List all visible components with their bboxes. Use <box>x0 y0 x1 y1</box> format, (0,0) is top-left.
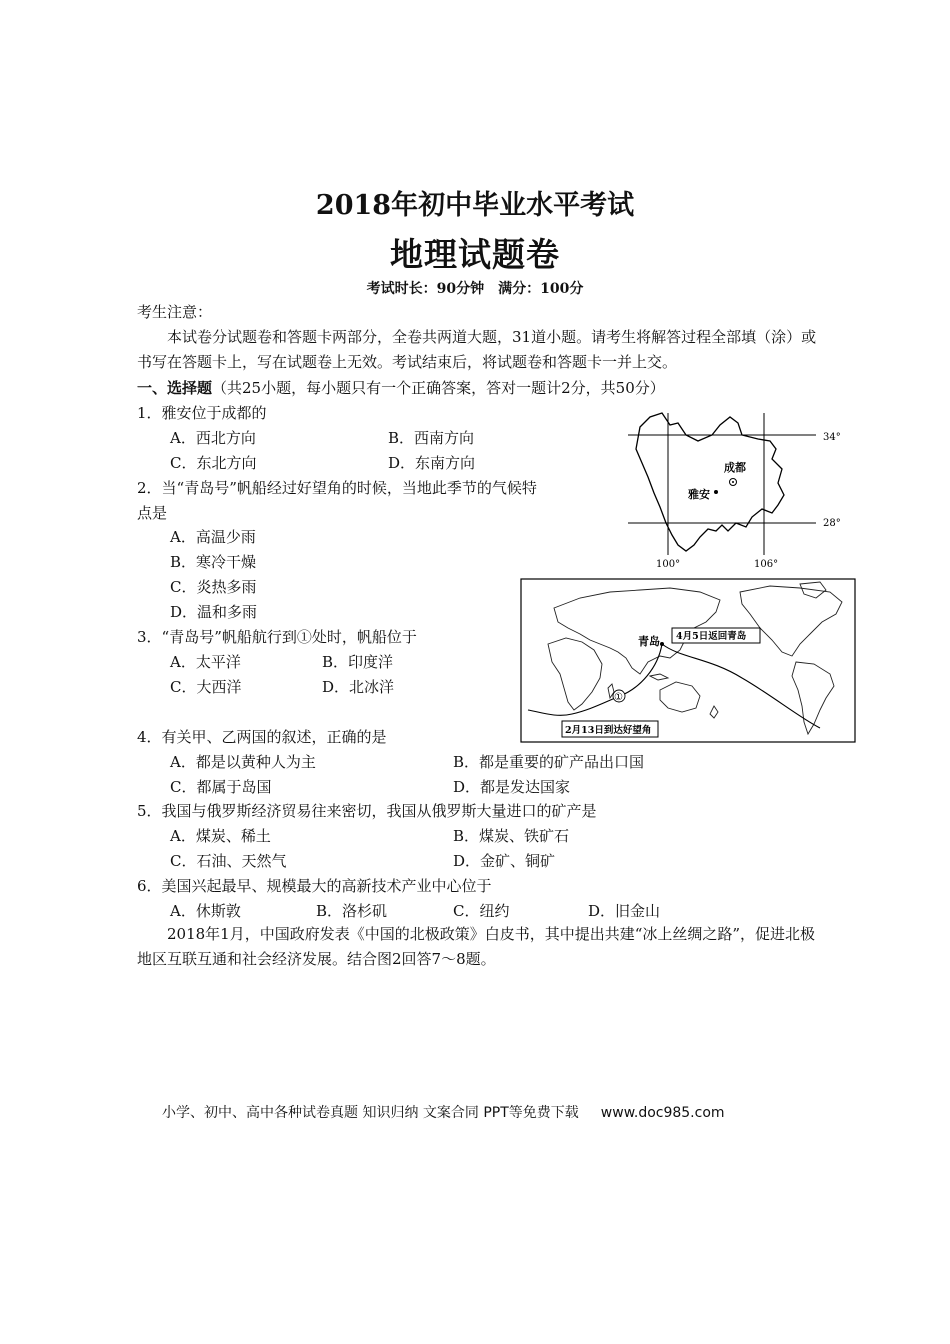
qingdao-label: 青岛 <box>638 635 660 648</box>
question-6-stem: 6．美国兴起最早、规模最大的高新技术产业中心位于 <box>137 877 492 895</box>
world-route-map <box>520 578 856 744</box>
question-4-option-a: A．都是以黄种人为主 <box>170 753 316 771</box>
chengdu-label: 成都 <box>724 461 746 474</box>
footer-url[interactable]: www.doc985.com <box>600 1105 725 1121</box>
question-6-option-b: B．洛杉矶 <box>316 902 388 920</box>
arrive-callout-text: 2月13日到达好望角 <box>565 725 652 736</box>
question-5-option-b: B．煤炭、铁矿石 <box>453 827 570 845</box>
sichuan-map <box>620 405 850 570</box>
section-desc: （共25小题，每小题只有一个正确答案，答对一题计2分，共50分） <box>212 379 665 397</box>
question-6-option-d: D．旧金山 <box>588 902 661 920</box>
lat-label-28: 28° <box>823 518 841 529</box>
yaan-label: 雅安 <box>688 488 710 501</box>
question-6-option-a: A．休斯敦 <box>170 902 241 920</box>
province-outline <box>636 413 784 551</box>
question-5-option-d: D．金矿、铜矿 <box>453 852 556 870</box>
question-5-stem: 5．我国与俄罗斯经济贸易往来密切，我国从俄罗斯大量进口的矿产是 <box>137 802 597 820</box>
chengdu-dot <box>732 481 734 483</box>
map-frame <box>521 579 855 742</box>
exam-subject-title: 地理试题卷 <box>390 235 560 274</box>
question-3-option-b: B．印度洋 <box>322 653 394 671</box>
question-2-option-d: D．温和多雨 <box>170 603 258 621</box>
route-point-1-label: ① <box>614 692 623 703</box>
yaan-marker <box>714 490 718 494</box>
question-4-option-b: B．都是重要的矿产品出口国 <box>453 753 645 771</box>
section-title: 一、选择题 <box>137 379 213 397</box>
context-paragraph: 2018年1月，中国政府发表《中国的北极政策》白皮书，其中提出共建“冰上丝绸之路”，促进北极地区互联互通和社会经济发展。结合图2回答7～8题。 <box>137 925 816 968</box>
question-1-option-a: A．西北方向 <box>170 429 256 447</box>
question-3-option-a: A．太平洋 <box>170 653 241 671</box>
notice-label: 考生注意： <box>137 303 213 321</box>
lon-label-106: 106° <box>754 559 779 570</box>
question-4-option-d: D．都是发达国家 <box>453 778 571 796</box>
question-2-option-c: C．炎热多雨 <box>170 578 257 596</box>
exam-title: 2018年初中毕业水平考试 <box>315 190 635 221</box>
question-3-option-c: C．大西洋 <box>170 678 242 696</box>
question-6-option-c: C．纽约 <box>453 902 510 920</box>
question-3-stem: 3．“青岛号”帆船航行到①处时，帆船位于 <box>137 628 417 646</box>
question-2-option-b: B．寒冷干燥 <box>170 553 257 571</box>
footer-text: 小学、初中、高中各种试卷真题 知识归纳 文案合同 PPT等免费下载 <box>162 1105 579 1121</box>
notice-text: 本试卷分试题卷和答题卡两部分，全卷共两道大题，31道小题。请考生将解答过程全部填（涂）或书写在答题卡上，写在试题卷上无效。考试结束后，将试题卷和答题卡一并上交。 <box>137 328 817 371</box>
question-5-option-a: A．煤炭、稀土 <box>170 827 271 845</box>
footer <box>162 1102 725 1122</box>
question-2-stem: 2．当“青岛号”帆船经过好望角的时候，当地此季节的气候特 <box>137 479 537 497</box>
section-heading <box>137 377 665 398</box>
question-2-option-a: A．高温少雨 <box>170 528 256 546</box>
question-4-stem: 4．有关甲、乙两国的叙述，正确的是 <box>137 728 387 746</box>
lon-label-100: 100° <box>656 559 681 570</box>
qingdao-marker <box>660 642 664 646</box>
question-4-option-c: C．都属于岛国 <box>170 778 272 796</box>
question-5-option-c: C．石油、天然气 <box>170 852 287 870</box>
question-2-stem-cont: 点是 <box>137 504 168 522</box>
return-callout-text: 4月5日返回青岛 <box>676 631 747 642</box>
question-1-stem: 1．雅安位于成都的 <box>137 404 267 422</box>
question-1-option-b: B．西南方向 <box>388 429 475 447</box>
exam-info: 考试时长：90分钟 满分：100分 <box>366 281 584 297</box>
lat-label-34: 34° <box>823 432 841 443</box>
question-1-option-c: C．东北方向 <box>170 454 257 472</box>
question-3-option-d: D．北冰洋 <box>322 678 395 696</box>
question-1-option-d: D．东南方向 <box>388 454 476 472</box>
